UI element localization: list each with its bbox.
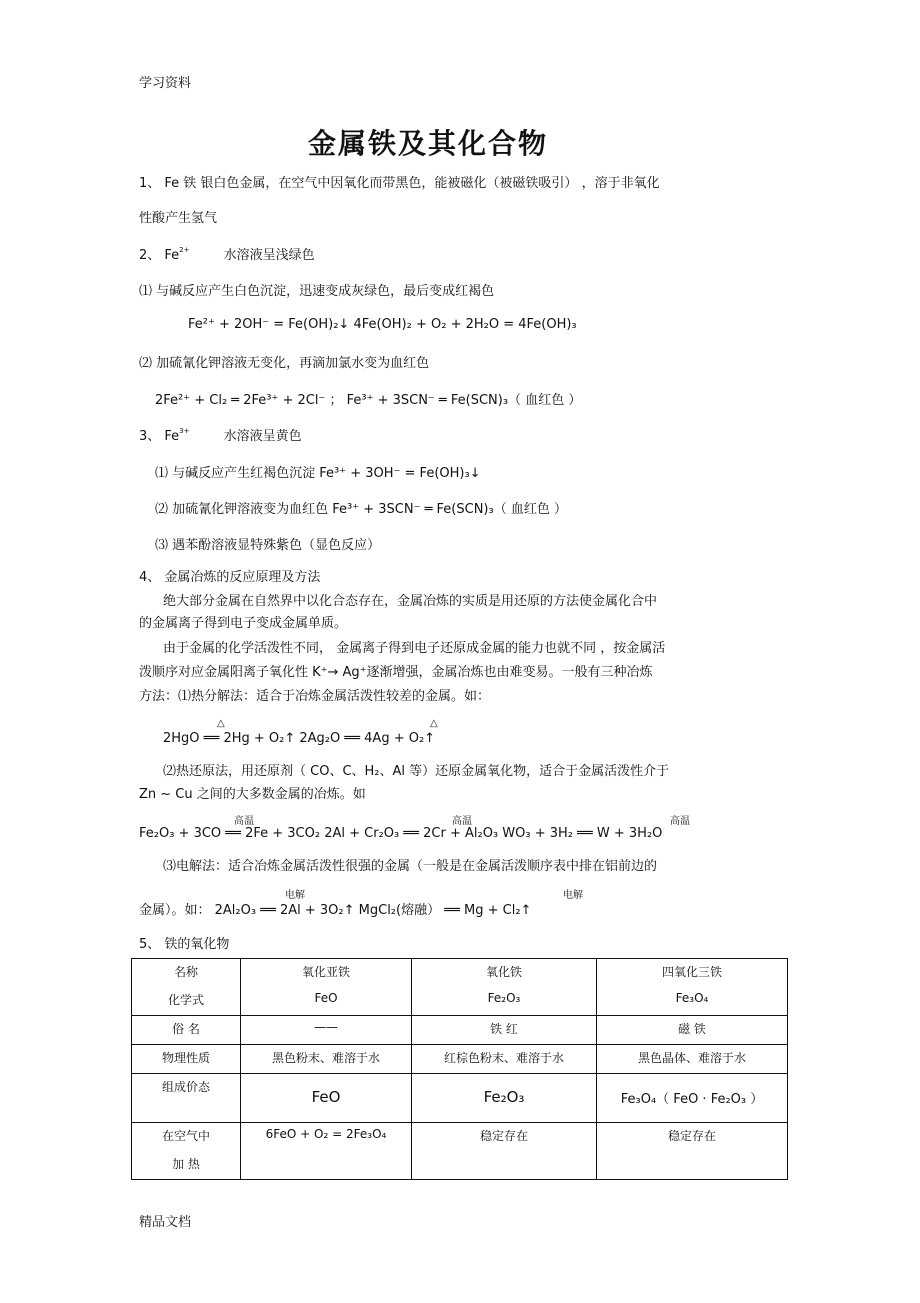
table-cell: 红棕色粉末、难溶于水 xyxy=(412,1045,597,1074)
table-cell: 加 热 xyxy=(132,1151,241,1180)
table-cell: 6FeO + O₂ = 2Fe₃O₄ xyxy=(241,1123,412,1152)
table-row xyxy=(132,1074,788,1123)
table-row xyxy=(132,1045,788,1074)
table-cell: 物理性质 xyxy=(132,1045,241,1074)
condition-heat-1: △ xyxy=(217,718,225,729)
table-cell: 俗 名 xyxy=(132,1016,241,1045)
section-1-line-2: 性酸产生氢气 xyxy=(139,211,218,226)
paragraph-2-cont: 泼顺序对应金属阳离子氧化性 K⁺→ Ag⁺逐渐增强，金属冶炼也由难变易。一般有三种冶炼 xyxy=(139,665,653,680)
page-header: 学习资料 xyxy=(139,76,192,91)
section-5-heading: 5、 铁的氧化物 xyxy=(139,937,230,952)
table-cell xyxy=(597,1151,788,1180)
condition-electrolysis-2: 电解 xyxy=(563,890,583,901)
condition-high-temp-2: 高温 xyxy=(452,816,472,827)
section-2-item-1: ⑴ 与碱反应产生白色沉淀，迅速变成灰绿色，最后变成红褐色 xyxy=(139,284,495,299)
table-cell: 黑色粉末、难溶于水 xyxy=(241,1045,412,1074)
iron-oxides-table xyxy=(131,958,788,1180)
table-cell: 四氧化三铁 xyxy=(597,959,788,988)
table-cell: 稳定存在 xyxy=(597,1123,788,1152)
table-cell: Fe₂O₃ xyxy=(412,1074,597,1123)
table-row xyxy=(132,1016,788,1045)
page-footer: 精品文档 xyxy=(139,1215,192,1230)
condition-electrolysis-1: 电解 xyxy=(285,890,305,901)
paragraph-4: ⑶电解法：适合冶炼金属活泼性很强的金属（一般是在金属活泼顺序表中排在铝前边的 xyxy=(163,859,658,874)
section-2-item-2: ⑵ 加硫氰化钾溶液无变化，再滴加氯水变为血红色 xyxy=(139,356,430,371)
table-row xyxy=(132,987,788,1016)
paragraph-1: 绝大部分金属在自然界中以化合态存在，金属冶炼的实质是用还原的方法使金属化合中 xyxy=(163,594,658,609)
table-row xyxy=(132,1123,788,1152)
page-title: 金属铁及其化合物 xyxy=(308,127,549,160)
table-row xyxy=(132,1151,788,1180)
equation-thermal-decomposition: 2HgO ══ 2Hg + O₂↑ 2Ag₂O ══ 4Ag + O₂↑ xyxy=(163,731,436,746)
section-2-heading: 2、 $Fe^{2+}$ 水溶液呈浅绿色 xyxy=(139,246,315,263)
table-cell: FeO xyxy=(241,987,412,1016)
equation-thermal-reduction: Fe₂O₃ + 3CO ══ 2Fe + 3CO₂ 2Al + Cr₂O₃ ══ 2Cr + Al₂O₃ WO₃ + 3H₂ ══ W + 3H₂O xyxy=(139,826,663,841)
section-4-heading: 4、 金属冶炼的反应原理及方法 xyxy=(139,570,321,585)
paragraph-1-cont: 的金属离子得到电子变成金属单质。 xyxy=(139,616,348,631)
equation-fe2-base: Fe²⁺ + 2OH⁻ = Fe(OH)₂↓ 4Fe(OH)₂ + O₂ + 2H₂O = 4Fe(OH)₃ xyxy=(188,317,577,332)
paragraph-2: 由于金属的化学活泼性不同， 金属离子得到电子还原成金属的能力也就不同 ，按金属活 xyxy=(163,641,666,656)
table-cell: 稳定存在 xyxy=(412,1123,597,1152)
table-cell xyxy=(241,1151,412,1180)
table-cell: —— xyxy=(241,1016,412,1045)
section-3-item-1: ⑴ 与碱反应产生红褐色沉淀 Fe³⁺ + 3OH⁻ = Fe(OH)₃↓ xyxy=(155,466,481,481)
table-cell: FeO xyxy=(241,1074,412,1123)
table-cell: 黑色晶体、难溶于水 xyxy=(597,1045,788,1074)
condition-high-temp-1: 高温 xyxy=(234,816,254,827)
condition-high-temp-3: 高温 xyxy=(670,816,690,827)
table-cell: 磁 铁 xyxy=(597,1016,788,1045)
paragraph-4-cont: 金属）。如： 2Al₂O₃ ══ 2Al + 3O₂↑ MgCl₂(熔融） ══ Mg + Cl₂↑ xyxy=(139,903,532,918)
section-3-heading: 3、 $Fe^{3+}$ 水溶液呈黄色 xyxy=(139,427,302,444)
condition-heat-2: △ xyxy=(430,718,438,729)
table-cell: 铁 红 xyxy=(412,1016,597,1045)
table-cell: 化学式 xyxy=(132,987,241,1016)
table-row xyxy=(132,959,788,988)
table-cell: 氧化亚铁 xyxy=(241,959,412,988)
table-cell: 在空气中 xyxy=(132,1123,241,1152)
paragraph-3-cont: Zn ~ Cu 之间的大多数金属的冶炼。如 xyxy=(139,787,366,802)
table-cell: 组成价态 xyxy=(132,1074,241,1123)
table-cell: Fe₃O₄（ FeO · Fe₂O₃ ） xyxy=(597,1074,788,1123)
table-cell xyxy=(412,1151,597,1180)
section-1-line: 1、 Fe 铁 银白色金属，在空气中因氧化而带黑色，能被磁化（被磁铁吸引） ，溶于非氧化 xyxy=(139,176,660,191)
section-3-item-3: ⑶ 遇苯酚溶液显特殊紫色（显色反应） xyxy=(155,538,381,553)
section-3-item-2: ⑵ 加硫氰化钾溶液变为血红色 Fe³⁺ + 3SCN⁻ ═ Fe(SCN)₃（ 血红色 ） xyxy=(155,502,567,517)
table-cell: 氧化铁 xyxy=(412,959,597,988)
table-cell: 名称 xyxy=(132,959,241,988)
paragraph-2-method-1: 方法：⑴热分解法：适合于冶炼金属活泼性较差的金属。如： xyxy=(139,689,491,704)
equation-fe2-chlorine: 2Fe²⁺ + Cl₂ ═ 2Fe³⁺ + 2Cl⁻ ； Fe³⁺ + 3SCN⁻ ═ Fe(SCN)₃（ 血红色 ） xyxy=(155,393,582,408)
table-cell: Fe₃O₄ xyxy=(597,987,788,1016)
paragraph-3: ⑵热还原法，用还原剂（ CO、C、H₂、Al 等）还原金属氧化物，适合于金属活泼性介于 xyxy=(163,764,670,779)
table-cell: Fe₂O₃ xyxy=(412,987,597,1016)
